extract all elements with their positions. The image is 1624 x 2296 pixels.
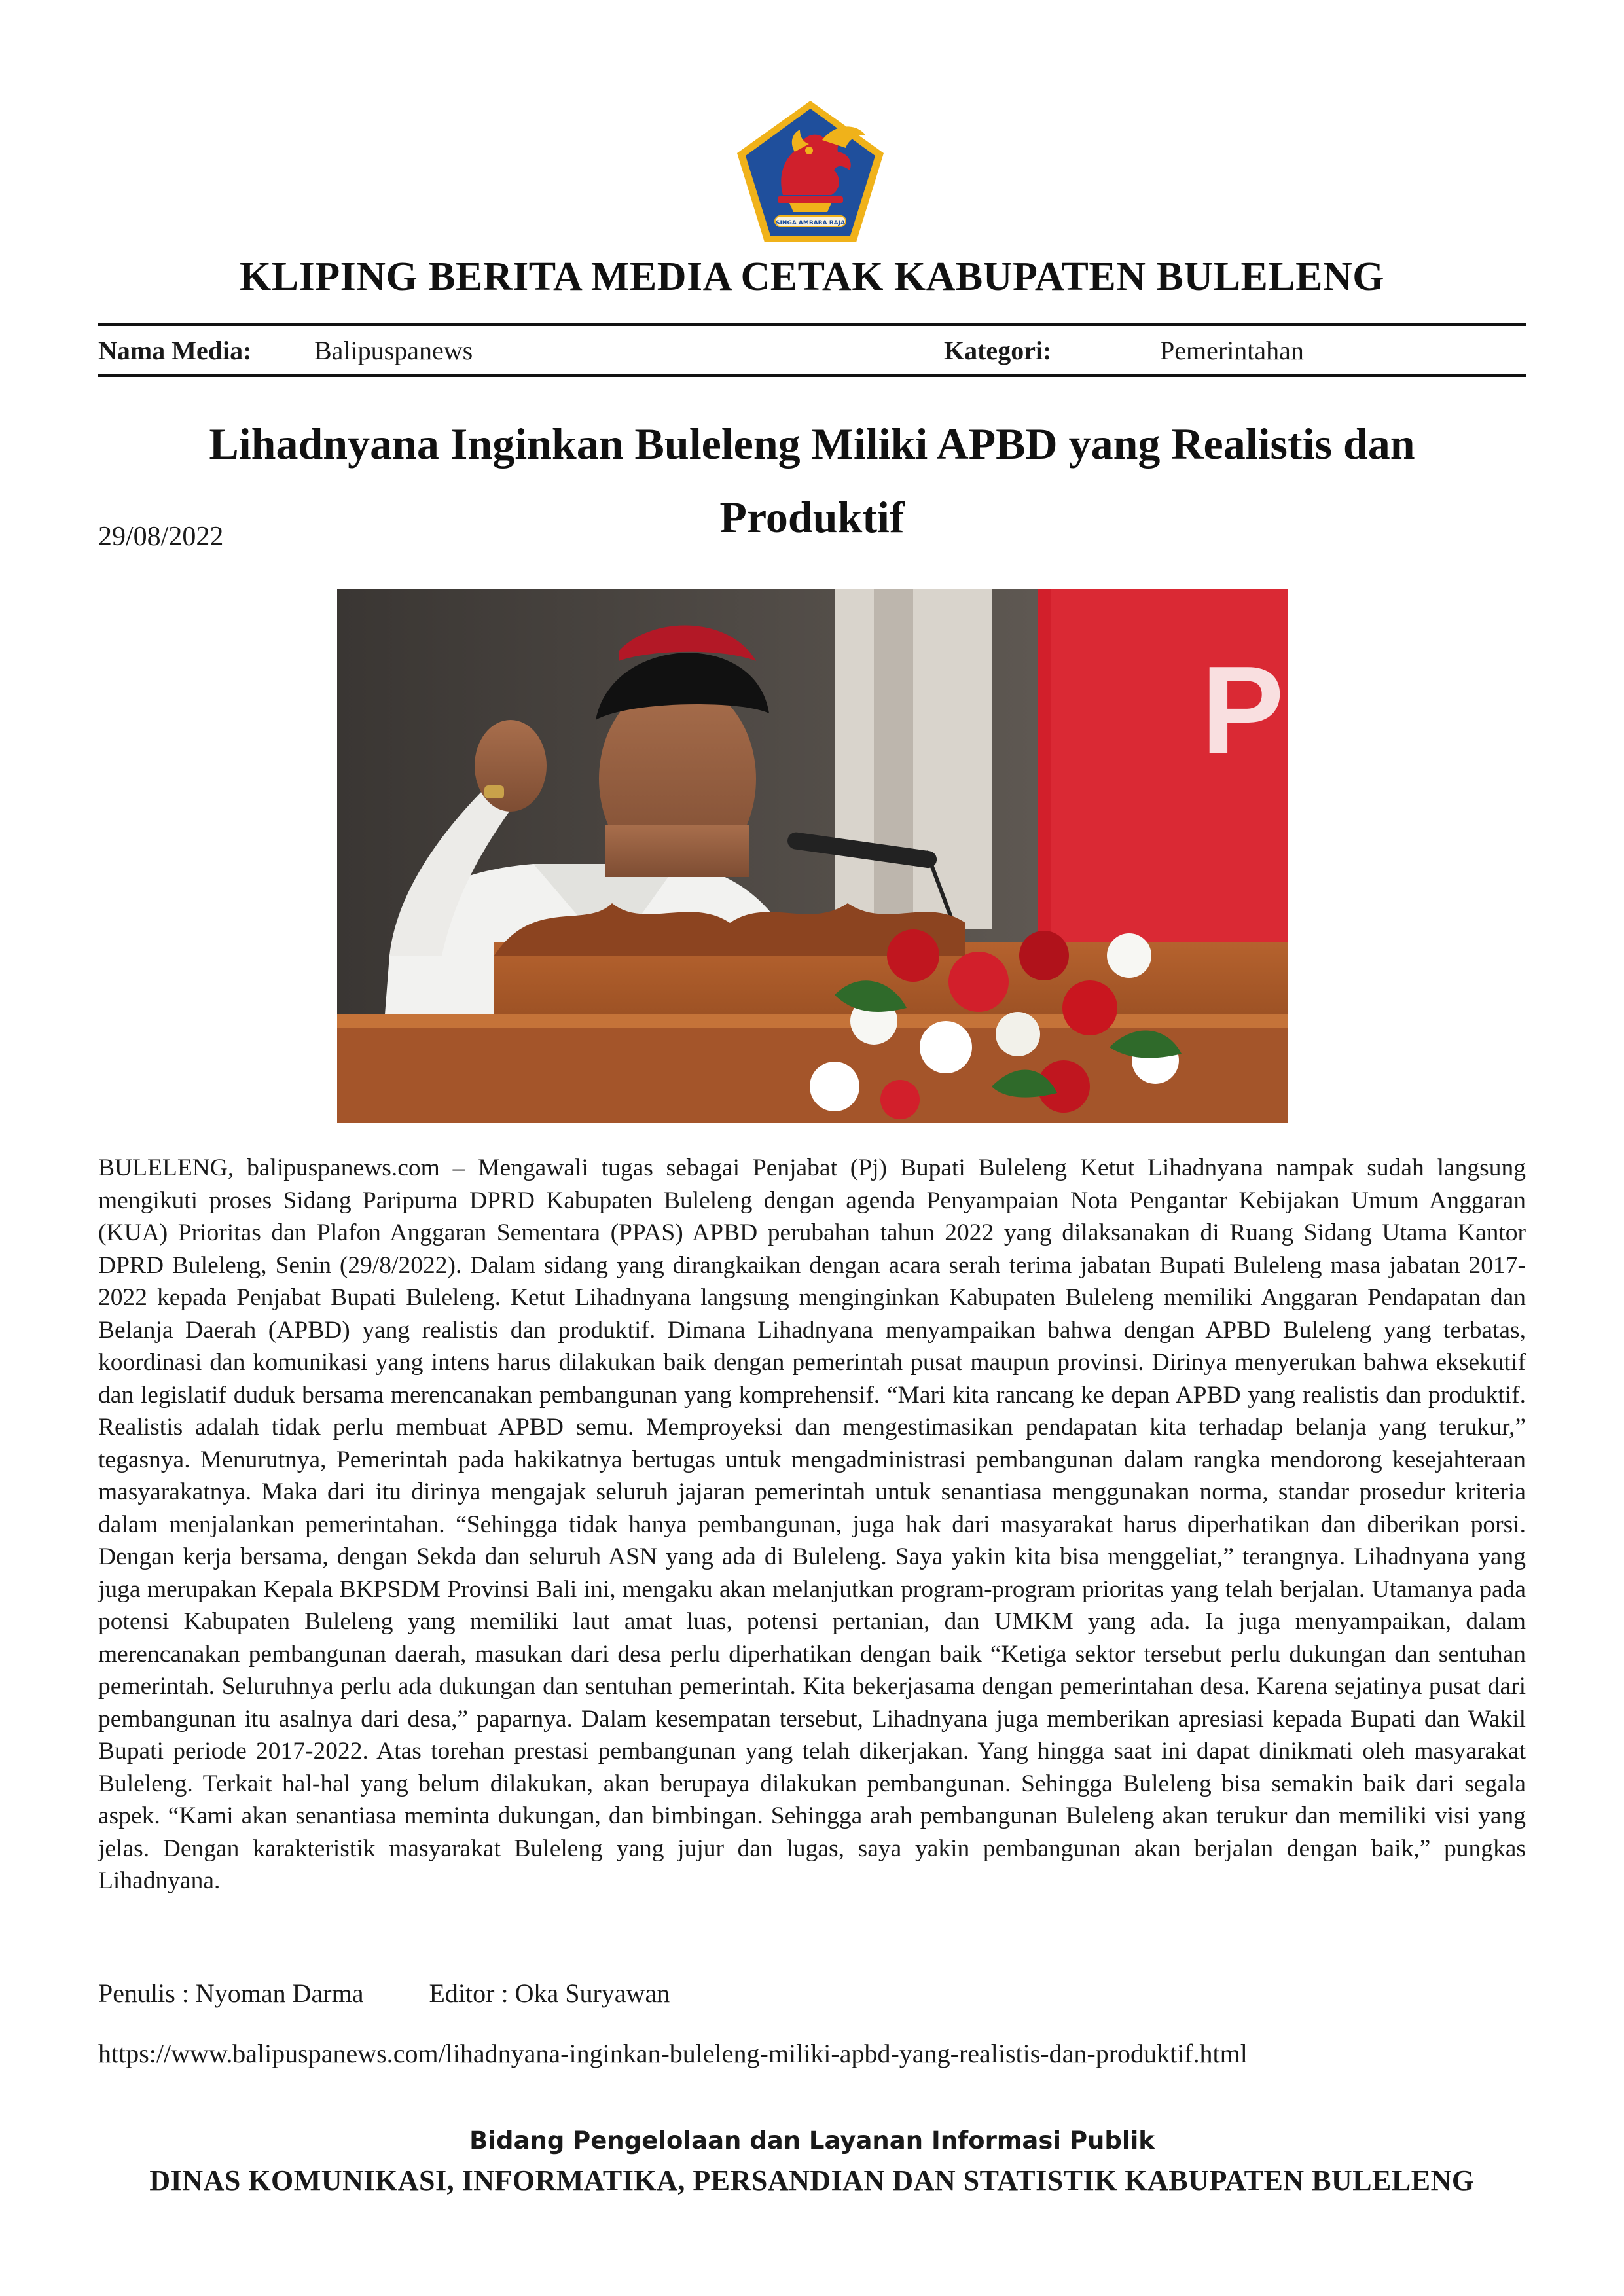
- category-value: Pemerintahan: [1160, 336, 1304, 365]
- headline-line-1: Lihadnyana Inginkan Buleleng Miliki APBD yang Realistis dan: [209, 419, 1415, 469]
- category-label: Kategori:: [944, 336, 1052, 365]
- crest-motto: SINGA AMBARA RAJA: [776, 220, 845, 226]
- media-label: Nama Media:: [98, 336, 252, 365]
- article-date: 29/08/2022: [98, 522, 224, 552]
- photo-sign-text: PE: [1201, 641, 1367, 780]
- article-photo: [337, 589, 1367, 1123]
- article-credits: [98, 1975, 670, 2012]
- media-name-value: Balipuspanews: [314, 336, 473, 365]
- footer-agency: DINAS KOMUNIKASI, INFORMATIKA, PERSANDIAN DAN STATISTIK KABUPATEN BULELENG: [149, 2164, 1475, 2197]
- article-headline: [131, 407, 1493, 554]
- category-row: [944, 331, 1051, 370]
- headline-line-2: Produktif: [719, 492, 905, 542]
- source-url: https://www.balipuspanews.com/lihadnyana-inginkan-buleleng-miliki-apbd-yang-realistis-dan-produktif.html: [98, 2039, 1248, 2068]
- header-rule-top: [98, 323, 1526, 326]
- buleleng-crest-icon: [732, 97, 889, 247]
- header-rule-bottom: [98, 374, 1526, 377]
- writer-credit: Penulis : Nyoman Darma: [98, 1979, 364, 2008]
- media-name-row: [98, 331, 251, 370]
- page-title: KLIPING BERITA MEDIA CETAK KABUPATEN BULELENG: [239, 255, 1385, 299]
- footer-department: Bidang Pengelolaan dan Layanan Informasi Publik: [469, 2126, 1155, 2155]
- article-body: BULELENG, balipuspanews.com – Mengawali tugas sebagai Penjabat (Pj) Bupati Buleleng Ketut Lihadnyana nampak sudah langsung mengikuti proses Sidang Paripurna DPRD Kabupaten Buleleng dengan agenda Penyampaian Nota Pengantar Kebijakan Umum Anggaran (KUA) Prioritas dan Plafon Anggaran Sementara (PPAS) APBD perubahan tahun 2022 yang dilaksanakan di Ruang Sidang Utama Kantor DPRD Buleleng, Senin (29/8/2022). Dalam sidang yang dirangkaikan dengan acara serah terima jabatan Bupati Buleleng masa jabatan 2017-2022 kepada Penjabat Bupati Buleleng. Ketut Lihadnyana langsung menginginkan Kabupaten Buleleng memiliki Anggaran Pendapatan dan Belanja Daerah (APBD) yang realistis dan produktif. Dimana Lihadnyana menyampaikan bahwa dengan APBD Buleleng yang terbatas, koordinasi dan komunikasi yang intens harus dilakukan baik dengan pemerintah pusat maupun provinsi. Dirinya menyerukan bahwa eksekutif dan legislatif duduk bersama merencanakan pembangunan yang komprehensif. “Mari kita rancang ke depan APBD yang realistis dan produktif. Realistis adalah tidak perlu membuat APBD semu. Memproyeksi dan mengestimasikan pendapatan kita terhadap belanja yang terukur,” tegasnya. Menurutnya, Pemerintah pada hakikatnya bertugas untuk mengadministrasi pembangunan dalam rangka mendorong kesejahteraan masyarakatnya. Maka dari itu dirinya mengajak seluruh jajaran pemerintah untuk senantiasa menggunakan norma, standar prosedur kriteria dalam menjalankan pemerintahan. “Sehingga tidak hanya pembangunan, juga hak dari masyarakat harus diperhatikan dan diberikan porsi. Dengan kerja bersama, dengan Sekda dan seluruh ASN yang ada di Buleleng. Saya yakin kita bisa menggeliat,” terangnya. Lihadnyana yang juga merupakan Kepala BKPSDM Provinsi Bali ini, mengaku akan melanjutkan program-program prioritas yang telah berjalan. Utamanya pada potensi Kabupaten Buleleng yang memiliki laut amat luas, potensi pertanian, dan UMKM yang ada. Ia juga menyampaikan, dalam merencanakan pembangunan daerah, masukan dari desa perlu diperhatikan dengan baik “Ketiga sektor tersebut perlu dukungan dan sentuhan pemerintah. Seluruhnya perlu ada dukungan dan sentuhan pemerintah. Kita bekerjasama dengan pemerintahan desa. Karena sejatinya pusat dari pembangunan itu asalnya dari desa,” paparnya. Dalam kesempatan tersebut, Lihadnyana juga memberikan apresiasi kepada Bupati dan Wakil Bupati periode 2017-2022. Atas torehan prestasi pembangunan yang telah dikerjakan. Yang hingga saat ini dapat dinikmati oleh masyarakat Buleleng. Terkait hal-hal yang belum dilakukan, akan berupaya dilakukan pembangunan. Sehingga Buleleng bisa semakin baik dari segala aspek. “Kami akan senantiasa meminta dukungan, dan bimbingan. Sehingga arah pembangunan Buleleng akan terukur dan memiliki visi yang jelas. Dengan karakteristik masyarakat Buleleng yang jujur dan lugas, saya yakin pembangunan akan berjalan dengan baik,” pungkas Lihadnyana.: [98, 1155, 1526, 1894]
- editor-credit: Editor : Oka Suryawan: [429, 1979, 670, 2008]
